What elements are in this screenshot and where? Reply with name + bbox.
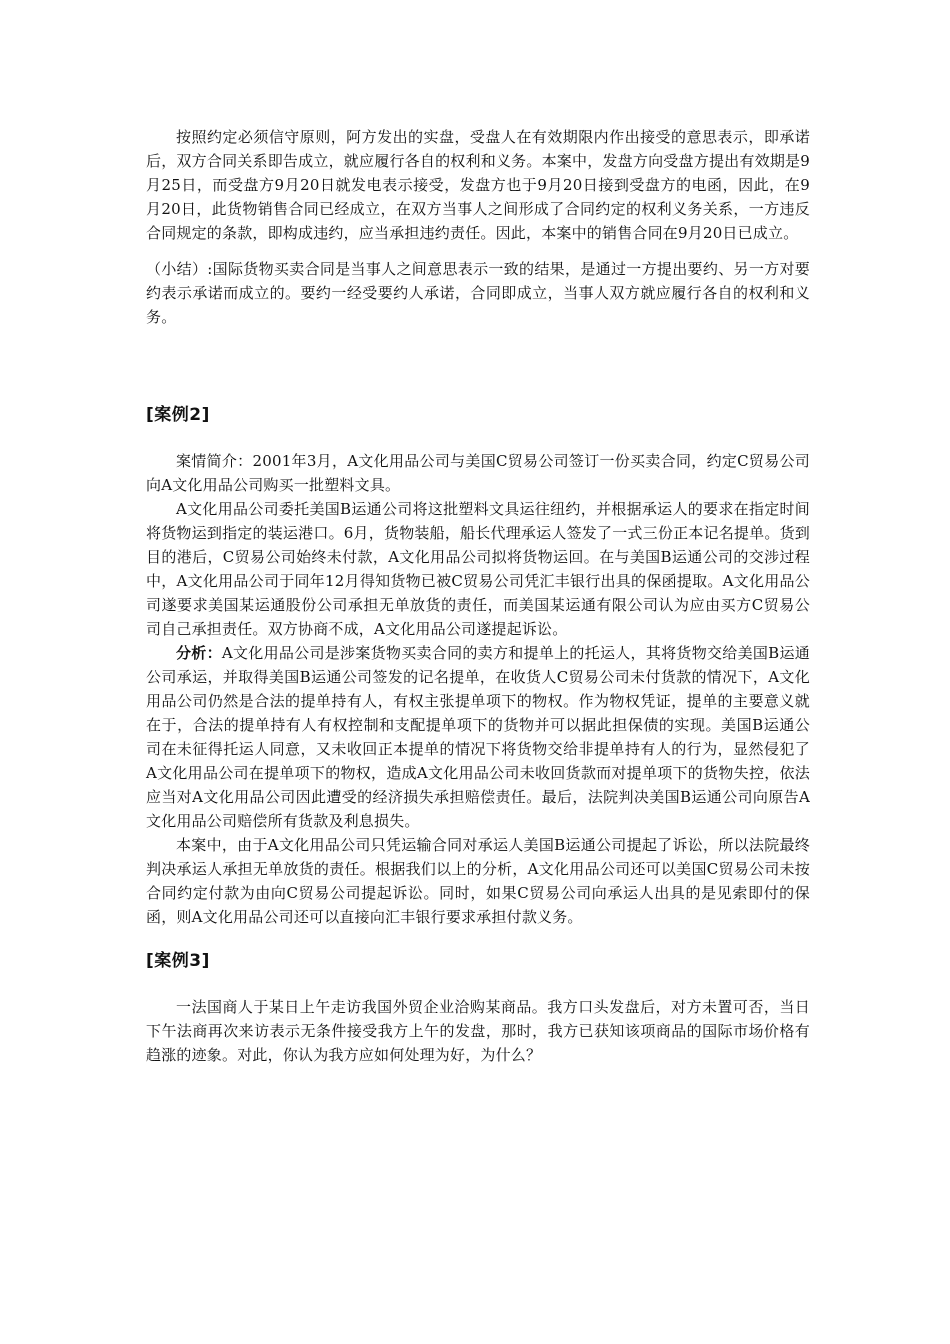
case3-heading: [案例3] [146, 951, 210, 971]
document-page [146, 125, 810, 1067]
spacer [146, 973, 810, 995]
spacer [146, 329, 810, 403]
case2-brief-paragraph: 案情简介：2001年3月，A文化用品公司与美国C贸易公司签订一份买卖合同，约定C贸易公司向A文化用品公司购买一批塑料文具。 [146, 452, 810, 494]
case2-facts-paragraph: A文化用品公司委托美国B运通公司将这批塑料文具运往纽约，并根据承运人的要求在指定时间将货物运到指定的装运港口。6月，货物装船，船长代理承运人签发了一式三份正本记名提单。货到目的港后，C贸易公司始终未付款，A文化用品公司拟将货物运回。在与美国B运通公司的交涉过程中，A文化用品公司于同年12月得知货物已被C贸易公司凭汇丰银行出具的保函提取。A文化用品公司遂要求美国某运通股份公司承担无单放货的责任，而美国某运通有限公司认为应由买方C贸易公司自己承担责任。双方协商不成，A文化用品公司遂提起诉讼。 [146, 500, 810, 638]
case2-heading: [案例2] [146, 405, 210, 425]
intro-paragraph: 按照约定必须信守原则，阿方发出的实盘，受盘人在有效期限内作出接受的意思表示，即承诺后，双方合同关系即告成立，就应履行各自的权利和义务。本案中，发盘方向受盘方提出有效期是9月25日，而受盘方9月20日就发电表示接受，发盘方也于9月20日接到受盘方的电函，因此，在9月20日，此货物销售合同已经成立，在双方当事人之间形成了合同约定的权利义务关系，一方违反合同规定的条款，即构成违约，应当承担违约责任。因此，本案中的销售合同在9月20日已成立。 [146, 128, 810, 242]
case2-analysis-paragraph [146, 641, 810, 833]
case2-conclusion-paragraph: 本案中，由于A文化用品公司只凭运输合同对承运人美国B运通公司提起了诉讼，所以法院最终判决承运人承担无单放货的责任。根据我们以上的分析，A文化用品公司还可以美国C贸易公司未按合同约定付款为由向C贸易公司提起诉讼。同时，如果C贸易公司向承运人出具的是见索即付的保函，则A文化用品公司还可以直接向汇丰银行要求承担付款义务。 [146, 836, 810, 926]
summary-paragraph: （小结）:国际货物买卖合同是当事人之间意思表示一致的结果，是通过一方提出要约、另一方对要约表示承诺而成立的。要约一经受要约人承诺，合同即成立，当事人双方就应履行各自的权利和义务。 [146, 260, 810, 326]
spacer [146, 245, 810, 257]
spacer [146, 427, 810, 449]
analysis-text: A文化用品公司是涉案货物买卖合同的卖方和提单上的托运人，其将货物交给美国B运通公司承运，并取得美国B运通公司签发的记名提单，在收货人C贸易公司未付货款的情况下，A文化用品公司仍然是合法的提单持有人，有权主张提单项下的物权。作为物权凭证，提单的主要意义就在于，合法的提单持有人有权控制和支配提单项下的货物并可以据此担保债的实现。美国B运通公司在未征得托运人同意，又未收回正本提单的情况下将货物交给非提单持有人的行为，显然侵犯了A文化用品公司在提单项下的物权，造成A文化用品公司未收回货款而对提单项下的货物失控，依法应当对A文化用品公司因此遭受的经济损失承担赔偿责任。最后，法院判决美国B运通公司向原告A文化用品公司赔偿所有货款及利息损失。 [146, 644, 810, 830]
case3-brief-paragraph: 一法国商人于某日上午走访我国外贸企业洽购某商品。我方口头发盘后，对方未置可否，当日下午法商再次来访表示无条件接受我方上午的发盘，那时，我方已获知该项商品的国际市场价格有趋涨的迹象。对此，你认为我方应如何处理为好，为什么？ [146, 998, 810, 1064]
analysis-label: 分析： [176, 644, 222, 662]
spacer [146, 929, 810, 949]
